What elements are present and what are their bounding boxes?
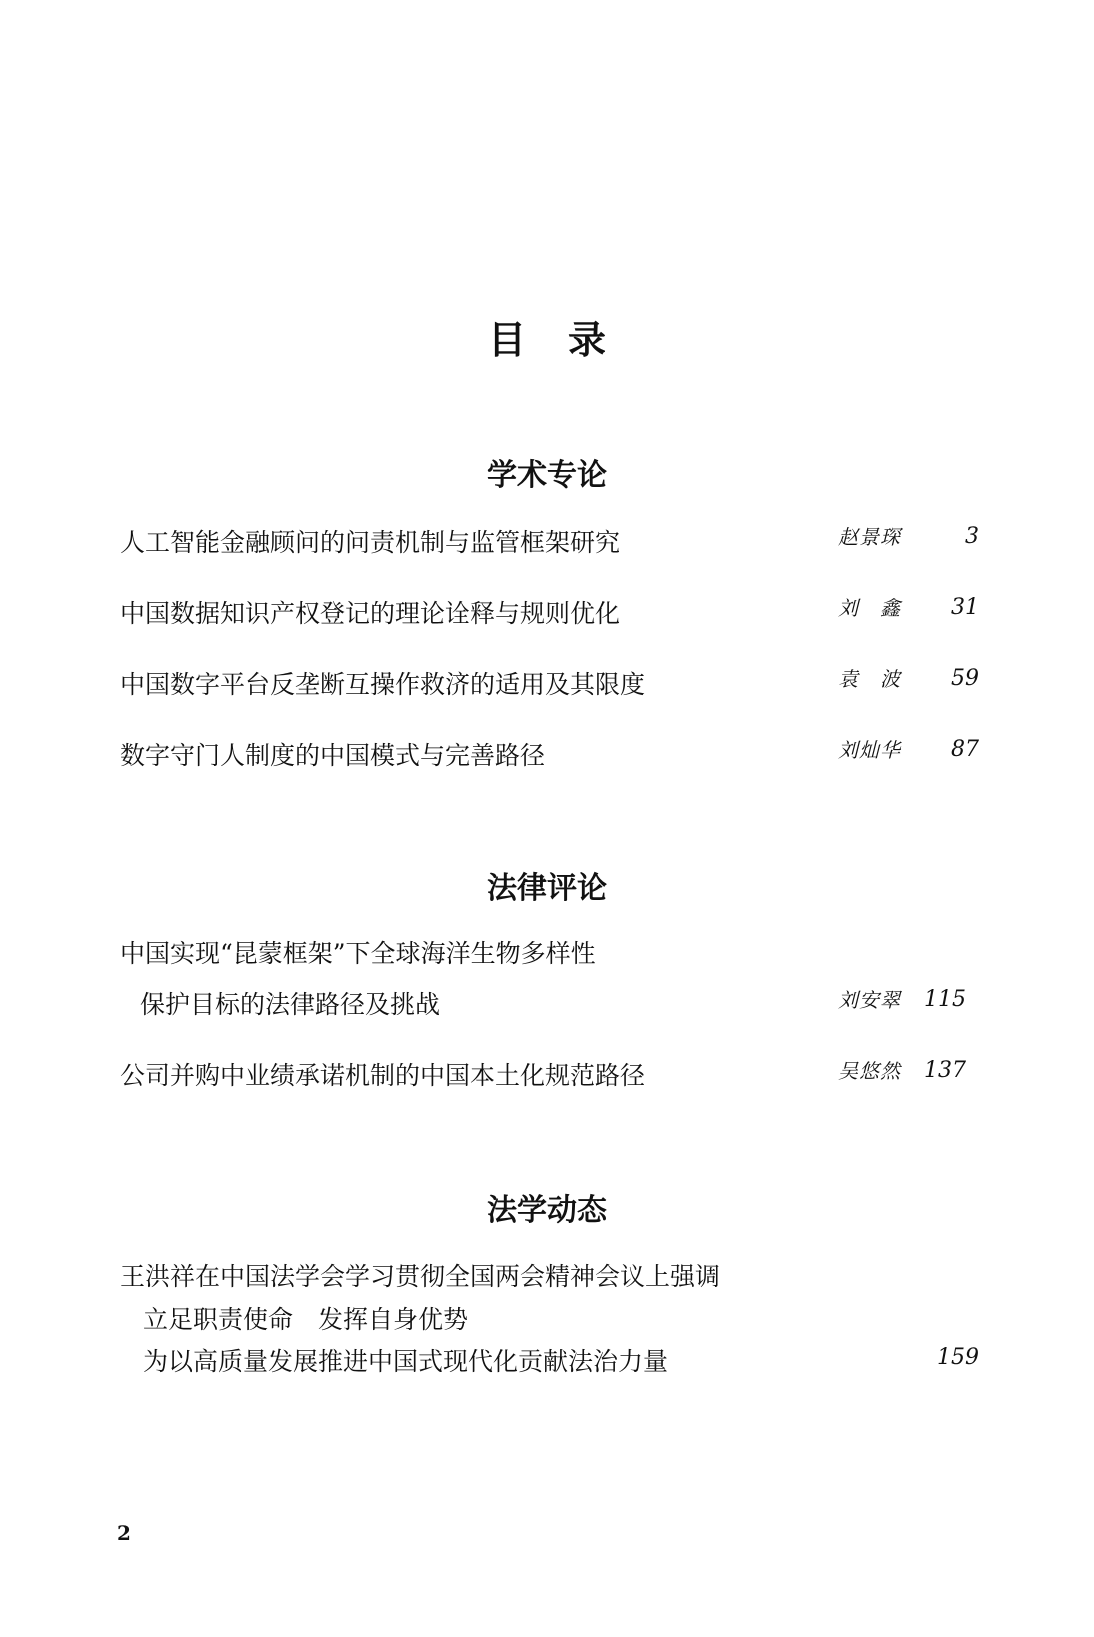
toc-entry-title-continued: 保护目标的法律路径及挑战	[140, 990, 441, 1019]
section-heading-legal-news: 法学动态	[487, 1193, 607, 1228]
section-heading-legal-review: 法律评论	[487, 871, 607, 906]
toc-entry-author: 袁波	[838, 667, 922, 691]
toc-entry-title: 王洪祥在中国法学会学习贯彻全国两会精神会议上强调	[120, 1262, 721, 1291]
toc-entry-page: 3	[965, 524, 979, 549]
toc-entry-author: 吴悠然	[838, 1059, 901, 1083]
toc-entry-page: 59	[951, 666, 979, 691]
toc-entry-author: 刘灿华	[838, 738, 901, 762]
toc-entry-author: 刘安翠	[838, 988, 901, 1012]
page-title: 目录	[487, 317, 648, 362]
toc-entry-title: 数字守门人制度的中国模式与完善路径	[120, 741, 546, 770]
toc-entry-page: 87	[951, 737, 979, 762]
toc-entry-title: 中国实现“昆蒙框架”下全球海洋生物多样性	[120, 939, 596, 968]
footer-page-number: 2	[117, 1521, 131, 1545]
toc-entry-title-continued: 立足职责使命 发挥自身优势	[143, 1305, 469, 1334]
toc-entry-author: 刘鑫	[838, 596, 922, 620]
toc-entry-page: 159	[937, 1345, 979, 1370]
toc-entry-title: 中国数字平台反垄断互操作救济的适用及其限度	[120, 670, 646, 699]
toc-entry-title: 公司并购中业绩承诺机制的中国本土化规范路径	[120, 1061, 646, 1090]
toc-entry-author: 赵景琛	[838, 525, 901, 549]
section-heading-academic: 学术专论	[487, 458, 607, 493]
toc-entry-title-continued: 为以高质量发展推进中国式现代化贡献法治力量	[143, 1347, 669, 1376]
toc-entry-page: 31	[951, 595, 979, 620]
toc-entry-page: 137	[924, 1058, 966, 1083]
toc-entry-title: 人工智能金融顾问的问责机制与监管框架研究	[120, 528, 621, 557]
toc-entry-title: 中国数据知识产权登记的理论诠释与规则优化	[120, 599, 621, 628]
toc-entry-page: 115	[924, 987, 966, 1012]
